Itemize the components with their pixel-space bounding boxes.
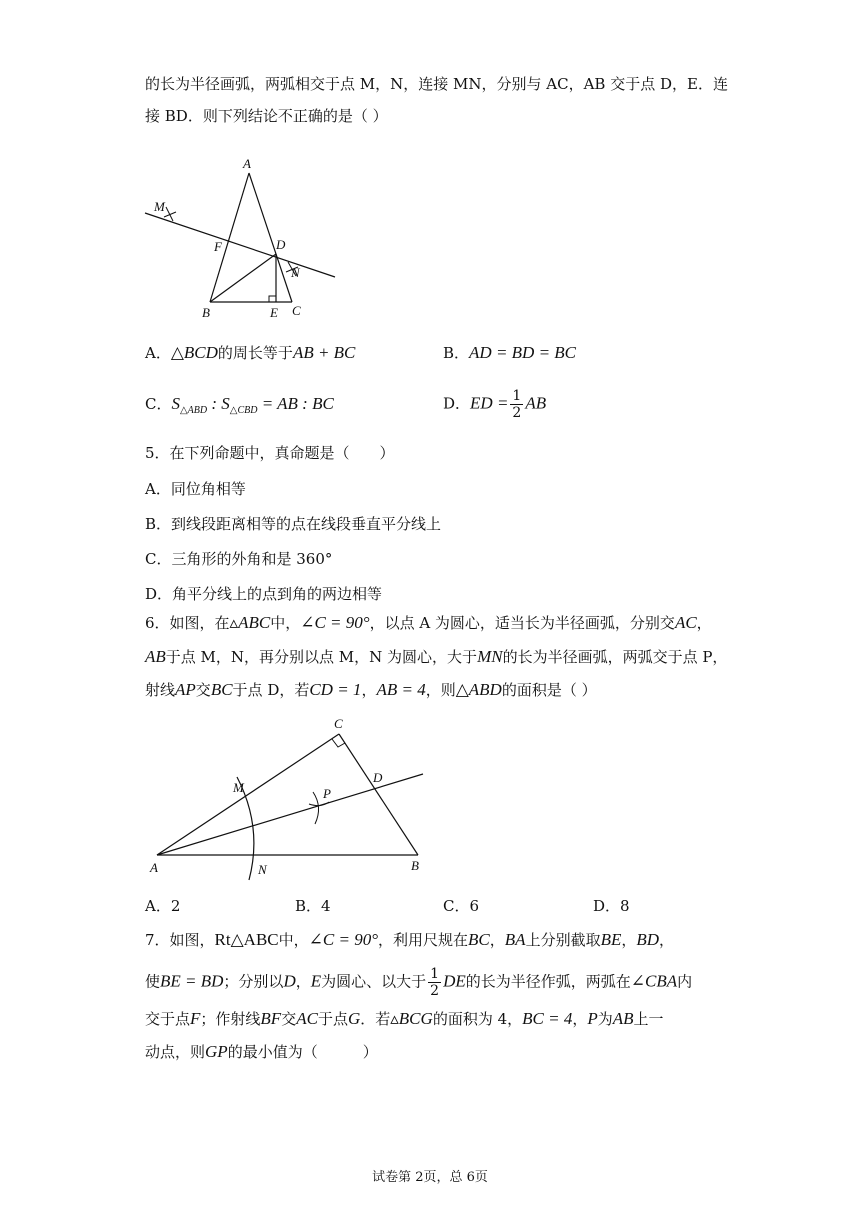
q7-stem-line3: 交于点F；作射线BF交AC于点G．若▵BCG的面积为 4，BC = 4，P为AB上一 [145,1009,664,1028]
q4-figure [140,155,350,325]
fig-label-b: B [411,858,419,873]
q6-option-b[interactable]: B．4 [295,897,331,915]
q5-option-c[interactable]: C．三角形的外角和是 360° [145,550,333,568]
q6-option-d[interactable]: D．8 [593,897,630,915]
q4-option-c[interactable]: C．$S_{\triangle ABD}$ : $S_{\triangle CBD}$ = AB : BC [145,394,334,416]
fig-label-p: P [323,786,331,801]
fig-line-ab [210,173,249,302]
q4-option-b[interactable]: B．AD = BD = BC [443,343,577,362]
fraction: $\frac{1}{2}$ [430,966,440,999]
q6-figure [145,712,430,882]
fig-right-angle-mark [269,296,276,302]
fig-label-c: C [292,303,301,318]
q6-stem-line3: 射线AP交BC于点 D，若CD = 1，AB = 4，则△ABD的面积是（ ） [145,680,597,699]
fig-label-f: F [214,239,222,254]
q6-stem-line1: 6．如图，在▵ABC中，∠C = 90°，以点 A 为圆心，适当长为半径画弧，分别交AC， [145,613,712,632]
fig-line-bd [210,254,276,302]
page-footer: 试卷第 2页，总 6页 [372,1170,488,1185]
q7-stem-line1: 7．如图，Rt△ABC中，∠C = 90°，利用尺规在BC，BA上分别截取BE，BD， [145,930,675,949]
q4-option-d[interactable]: D．ED = $\frac{1}{2}$ AB [443,388,547,421]
q4-stem-line2: 接 BD．则下列结论不正确的是（ ） [145,107,388,125]
fig-label-e: E [270,305,278,320]
q6-option-c[interactable]: C．6 [443,897,480,915]
fig-label-a: A [243,156,251,171]
fraction: $\frac{1}{2}$ [512,388,522,421]
q5-option-d[interactable]: D．角平分线上的点到角的两边相等 [145,585,383,603]
fig-label-n: N [291,265,300,280]
q7-stem-line4: 动点，则GP的最小值为（ ） [145,1042,378,1061]
q5-stem: 5．在下列命题中，真命题是（ ） [145,444,395,462]
q5-option-a[interactable]: A．同位角相等 [145,480,246,498]
fig-line-cb [339,734,418,855]
fig-label-c: C [334,716,343,731]
fig-label-a: A [150,860,158,875]
fig-arc-m [164,207,176,221]
fig-label-d: D [373,770,383,785]
q4-option-a[interactable]: A．△BCD的周长等于AB + BC [145,343,356,362]
fig-label-n: N [258,862,267,877]
q7-stem-line2: 使BE = BD；分别以D，E为圆心、以大于 $\frac{1}{2}$ DE的长为半径作弧，两弧在∠CBA内 [145,966,693,999]
q4-stem-line1: 的长为半径画弧，两弧相交于点 M，N，连接 MN，分别与 AC，AB 交于点 D，E．连 [145,75,728,93]
fig-ray-ap [157,774,423,855]
q6-stem-line2: AB于点 M，N，再分别以点 M，N 为圆心，大于MN的长为半径画弧，两弧交于点 P， [145,647,728,666]
fig-label-m: M [233,780,244,795]
q6-option-a[interactable]: A．2 [145,897,181,915]
fig-label-m: M [154,199,165,214]
q5-option-b[interactable]: B．到线段距离相等的点在线段垂直平分线上 [145,515,442,533]
fig-label-d: D [276,237,286,252]
fig-line-mn [145,213,335,277]
fig-line-ac [249,173,292,302]
fig-line-ac [157,734,339,855]
fig-label-b: B [202,305,210,320]
